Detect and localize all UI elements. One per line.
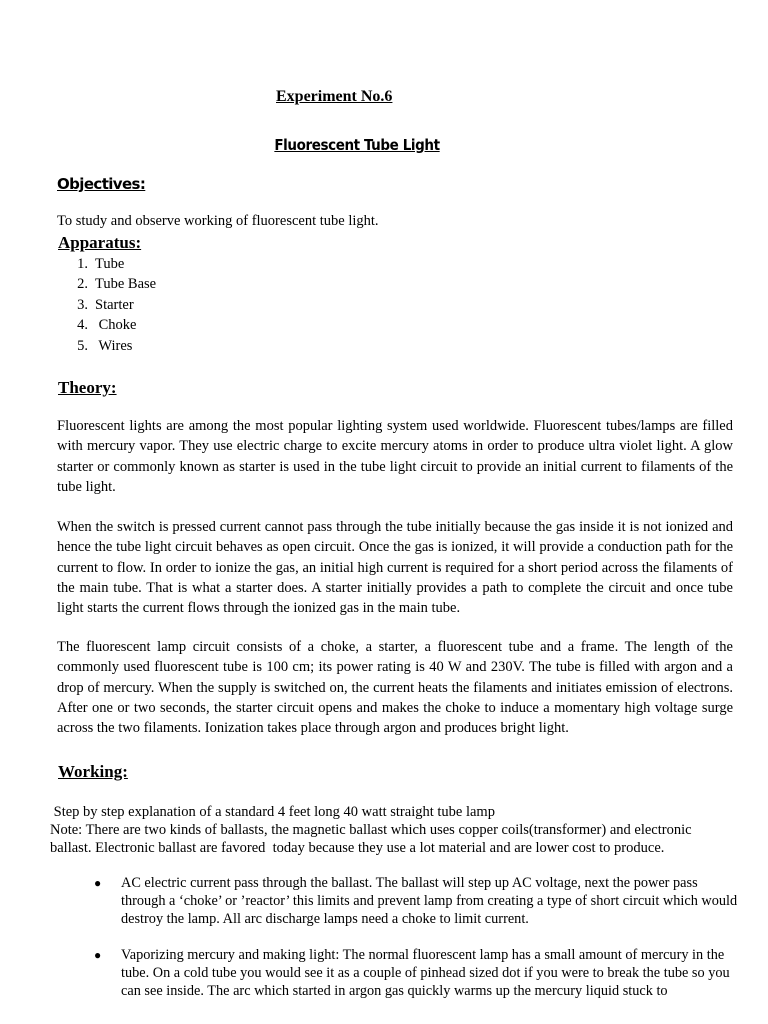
working-note-line-1: Note: There are two kinds of ballasts, the magnetic ballast which uses copper coils(transformer) and electronic <box>50 822 692 838</box>
theory-heading: Theory: <box>58 378 117 397</box>
objectives-heading: Objectives: <box>57 175 146 193</box>
list-item <box>94 947 744 1000</box>
working-intro: Step by step explanation of a standard 4 feet long 40 watt straight tube lamp <box>50 804 495 820</box>
list-item: 3. Starter <box>77 296 134 313</box>
theory-paragraph-1: Fluorescent lights are among the most popular lighting system used worldwide. Fluorescent tubes/lamps are filled with mercury vapor. They use electric charge to excite mercury atoms in order to produce ultra violet light. A glow starter or commonly known as starter is used in the tube light circuit to provide an initial current to filaments of the tube light. <box>57 418 733 495</box>
step-text: AC electric current pass through the ballast. The ballast will step up AC voltage, next the power pass through a ‘choke’ or ’reactor’ this limits and prevent lamp from creating a type of short circuit which would destroy the lamp. All arc discharge lamps need a choke to limit current. <box>121 875 738 927</box>
apparatus-list <box>65 256 156 358</box>
working-steps-list <box>94 875 744 1020</box>
working-note-line-2: ballast. Electronic ballast are favored today because they use a lot material and are lower cost to produce. <box>50 840 665 856</box>
objectives-text: To study and observe working of fluorescent tube light. <box>57 213 379 229</box>
list-item <box>94 875 744 928</box>
document-subtitle: Fluorescent Tube Light <box>274 136 440 154</box>
theory-paragraph-3: The fluorescent lamp circuit consists of a choke, a starter, a fluorescent tube and a frame. The length of the commonly used fluorescent tube is 100 cm; its power rating is 40 W and 230V. The tube is filled with argon and a drop of mercury. When the supply is switched on, the current heats the filaments and initiates emission of electrons. After one or two seconds, the starter circuit opens and makes the choke to induce a momentary high voltage surge across the two filaments. Ionization takes place through argon and produces bright light. <box>57 639 733 737</box>
bullet-icon: ● <box>94 876 102 890</box>
experiment-title: Experiment No.6 <box>276 88 393 105</box>
list-item: 5. Wires <box>77 337 133 354</box>
list-item: 4. Choke <box>77 317 137 334</box>
step-text: Vaporizing mercury and making light: The normal fluorescent lamp has a small amount of mercury in the tube. On a cold tube you would see it as a couple of pinhead sized dot if you were to break the tube so you can see inside. The arc which started in argon gas quickly warms up the mercury liquid stuck to <box>121 947 730 999</box>
list-item: 1. Tube <box>77 256 125 272</box>
bullet-icon: ● <box>94 948 102 963</box>
theory-paragraph-2: When the switch is pressed current cannot pass through the tube initially because the gas inside it is not ionized and hence the tube light circuit behaves as open circuit. Once the gas is ionized, it will provide a conduction path for the current to flow. In order to ionize the gas, an initial high current is required for a short period across the filaments of the main tube. That is what a starter does. A starter initially provides a path to complete the circuit and once tube light starts the current flows through the ionized gas in the main tube. <box>57 519 733 617</box>
apparatus-heading: Apparatus: <box>58 233 142 252</box>
working-heading: Working: <box>58 762 128 781</box>
list-item: 2. Tube Base <box>77 276 157 293</box>
